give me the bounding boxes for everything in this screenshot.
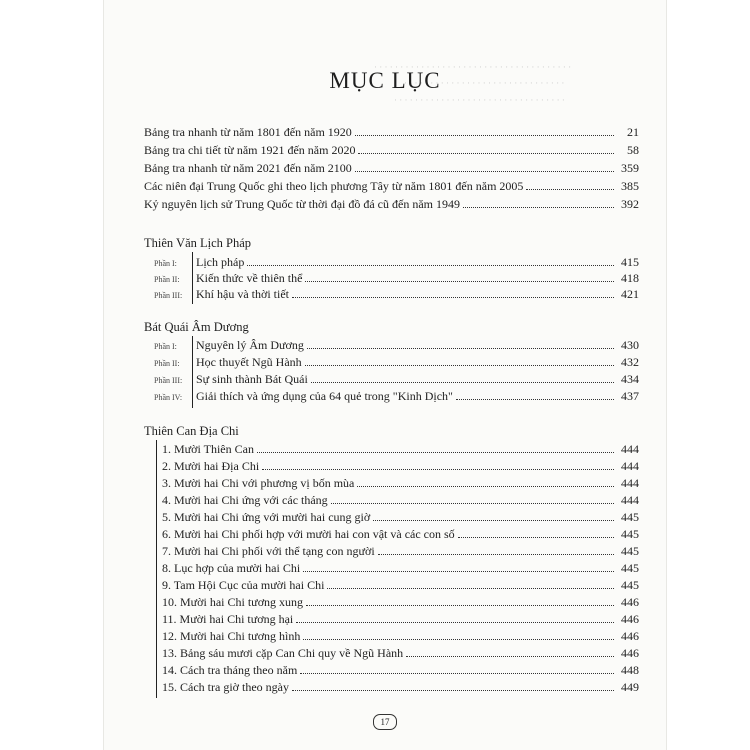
toc-entry-page: 445: [621, 510, 639, 524]
toc-entry[interactable]: [162, 560, 639, 576]
dot-leader: [305, 355, 614, 366]
toc-entry-text: Khí hậu và thời tiết: [196, 287, 289, 301]
toc-entry[interactable]: [162, 594, 639, 610]
toc-entry-text: 5. Mười hai Chi ứng với mười hai cung giờ: [162, 510, 371, 524]
dot-leader: [357, 476, 614, 487]
dot-leader: [300, 663, 614, 674]
dot-leader: [327, 578, 614, 589]
toc-entry-text: 10. Mười hai Chi tương xung: [162, 595, 304, 609]
toc-entry-page: 58: [627, 143, 639, 157]
toc-entry[interactable]: [154, 254, 639, 270]
dot-leader: [373, 510, 614, 521]
dot-leader: [463, 197, 614, 208]
toc-entry-text: Giải thích và ứng dụng của 64 quẻ trong "Kinh Dịch": [196, 389, 453, 403]
toc-entry[interactable]: [162, 645, 639, 661]
toc-entry-page: 437: [621, 389, 639, 403]
toc-entry-page: 446: [621, 612, 639, 626]
toc-entry[interactable]: [162, 509, 639, 525]
page-title: MỤC LỤC: [329, 68, 441, 93]
dot-leader: [292, 680, 614, 691]
dot-leader: [292, 287, 614, 298]
dot-leader: [262, 459, 614, 470]
toc-entry-text: Bảng tra nhanh từ năm 2021 đến năm 2100: [144, 161, 352, 175]
dot-leader: [305, 271, 614, 282]
toc-entry-text: Lịch pháp: [196, 255, 245, 269]
toc-entry-page: 21: [627, 125, 639, 139]
part-label: Phần II:: [154, 275, 180, 284]
book-page: [104, 0, 666, 750]
toc-entry-page: 385: [621, 179, 639, 193]
toc-entry[interactable]: [162, 628, 639, 644]
toc-entry-page: 421: [621, 287, 639, 301]
part-label: Phần III:: [154, 376, 183, 385]
toc-entry[interactable]: [144, 124, 639, 140]
toc-entry[interactable]: [162, 526, 639, 542]
toc-entry[interactable]: [154, 354, 639, 370]
toc-entry-text: Sự sinh thành Bát Quái: [196, 372, 308, 386]
toc-entry-page: 444: [621, 476, 639, 490]
toc-entry-page: 445: [621, 544, 639, 558]
section-title: Thiên Văn Lịch Pháp: [144, 236, 252, 250]
toc-entry-page: 445: [621, 578, 639, 592]
toc-entry-page: 418: [621, 271, 639, 285]
toc-entry[interactable]: [144, 160, 639, 176]
toc-entry-page: 444: [621, 493, 639, 507]
toc-entry-text: 9. Tam Hội Cục của mười hai Chi: [162, 578, 325, 592]
toc-entry[interactable]: [144, 196, 639, 212]
dot-leader: [257, 442, 614, 453]
toc-entry-page: 449: [621, 680, 639, 694]
toc-entry[interactable]: [154, 371, 639, 387]
toc-entry-text: 7. Mười hai Chi phối với thể tạng con người: [162, 544, 375, 558]
toc-entry[interactable]: [162, 492, 639, 508]
toc-entry[interactable]: [144, 178, 639, 194]
dot-leader: [247, 255, 614, 266]
toc-entry-page: 448: [621, 663, 639, 677]
dot-leader: [307, 338, 614, 349]
toc-entry[interactable]: [162, 662, 639, 678]
toc-entry[interactable]: [154, 286, 639, 302]
toc-entry-page: 392: [621, 197, 639, 211]
dot-leader: [306, 595, 614, 606]
toc-entry-text: 4. Mười hai Chi ứng với các tháng: [162, 493, 328, 507]
toc-entry-page: 446: [621, 646, 639, 660]
toc-entry-text: 3. Mười hai Chi với phương vị bốn mùa: [162, 476, 355, 490]
part-label: Phần I:: [154, 259, 177, 268]
toc-entry-text: 15. Cách tra giờ theo ngày: [162, 680, 289, 694]
dot-leader: [303, 629, 614, 640]
toc-entry-page: 432: [621, 355, 639, 369]
dot-leader: [296, 612, 614, 623]
section-title: Bát Quái Âm Dương: [144, 320, 249, 334]
toc-entry-text: Bảng tra nhanh từ năm 1801 đến năm 1920: [144, 125, 352, 139]
dot-leader: [526, 179, 614, 190]
dot-leader: [311, 372, 614, 383]
toc-entry-text: 14. Cách tra tháng theo năm: [162, 663, 298, 677]
toc-entry-text: 2. Mười hai Địa Chi: [162, 459, 260, 473]
dot-leader: [358, 143, 614, 154]
part-label: Phần I:: [154, 342, 177, 351]
section-title: Thiên Can Địa Chi: [144, 424, 239, 438]
toc-entry-text: Các niên đại Trung Quốc ghi theo lịch phương Tây từ năm 1801 đến năm 2005: [144, 179, 524, 193]
toc-entry[interactable]: [162, 679, 639, 695]
toc-entry-text: 12. Mười hai Chi tương hình: [162, 629, 301, 643]
dot-leader: [406, 646, 614, 657]
toc-entry-text: Học thuyết Ngũ Hành: [196, 355, 302, 369]
toc-entry-page: 445: [621, 527, 639, 541]
toc-entry-page: 446: [621, 595, 639, 609]
show-through-text: · · · · · · · · · · · · · · · · · · · · · · · · · · · · · · · · · · · · · ·: [374, 62, 572, 72]
toc-entry[interactable]: [154, 388, 639, 404]
toc-entry-text: 1. Mười Thiên Can: [162, 442, 254, 456]
toc-entry-page: 415: [621, 255, 639, 269]
section-rule: [156, 440, 157, 698]
part-label: Phần IV:: [154, 393, 183, 402]
part-label: Phần III:: [154, 291, 183, 300]
toc-entry-page: 444: [621, 442, 639, 456]
toc-entry-text: Bảng tra chi tiết từ năm 1921 đến năm 2020: [144, 143, 356, 157]
dot-leader: [355, 125, 614, 136]
toc-entry-page: 434: [621, 372, 639, 386]
toc-entry-text: 13. Bảng sáu mươi cặp Can Chi quy về Ngũ Hành: [162, 646, 404, 660]
toc-entry[interactable]: [154, 270, 639, 286]
toc-entry[interactable]: [162, 611, 639, 627]
toc-entry-text: Kiến thức về thiên thể: [196, 271, 303, 285]
dot-leader: [303, 561, 614, 572]
show-through-text: · · · · · · · · · · · · · · · · · · · · · · · · · · · · · · · · ·: [394, 95, 565, 105]
dot-leader: [456, 389, 614, 400]
dot-leader: [458, 527, 614, 538]
page-number: 17: [373, 714, 397, 730]
toc-entry[interactable]: [162, 441, 639, 457]
toc-entry-text: Nguyên lý Âm Dương: [196, 338, 304, 352]
toc-entry[interactable]: [144, 142, 639, 158]
toc-entry[interactable]: [162, 475, 639, 491]
toc-entry[interactable]: [162, 543, 639, 559]
toc-entry-text: 6. Mười hai Chi phối hợp với mười hai con vật và các con số: [162, 527, 455, 541]
toc-entry[interactable]: [162, 458, 639, 474]
toc-entry-text: Kỷ nguyên lịch sử Trung Quốc từ thời đại đồ đá cũ đến năm 1949: [144, 197, 460, 211]
toc-entry-text: 8. Lục hợp của mười hai Chi: [162, 561, 301, 575]
dot-leader: [331, 493, 614, 504]
part-label: Phần II:: [154, 359, 180, 368]
toc-entry-text: 11. Mười hai Chi tương hại: [162, 612, 294, 626]
toc-entry[interactable]: [154, 337, 639, 353]
toc-entry-page: 359: [621, 161, 639, 175]
toc-entry-page: 446: [621, 629, 639, 643]
toc-entry[interactable]: [162, 577, 639, 593]
toc-entry-page: 445: [621, 561, 639, 575]
show-through-text: · · · · · · · · · · · · · · · · · · · · · · · · · · · · · · ·: [404, 78, 565, 88]
dot-leader: [378, 544, 614, 555]
dot-leader: [355, 161, 614, 172]
toc-entry-page: 430: [621, 338, 639, 352]
toc-entry-page: 444: [621, 459, 639, 473]
